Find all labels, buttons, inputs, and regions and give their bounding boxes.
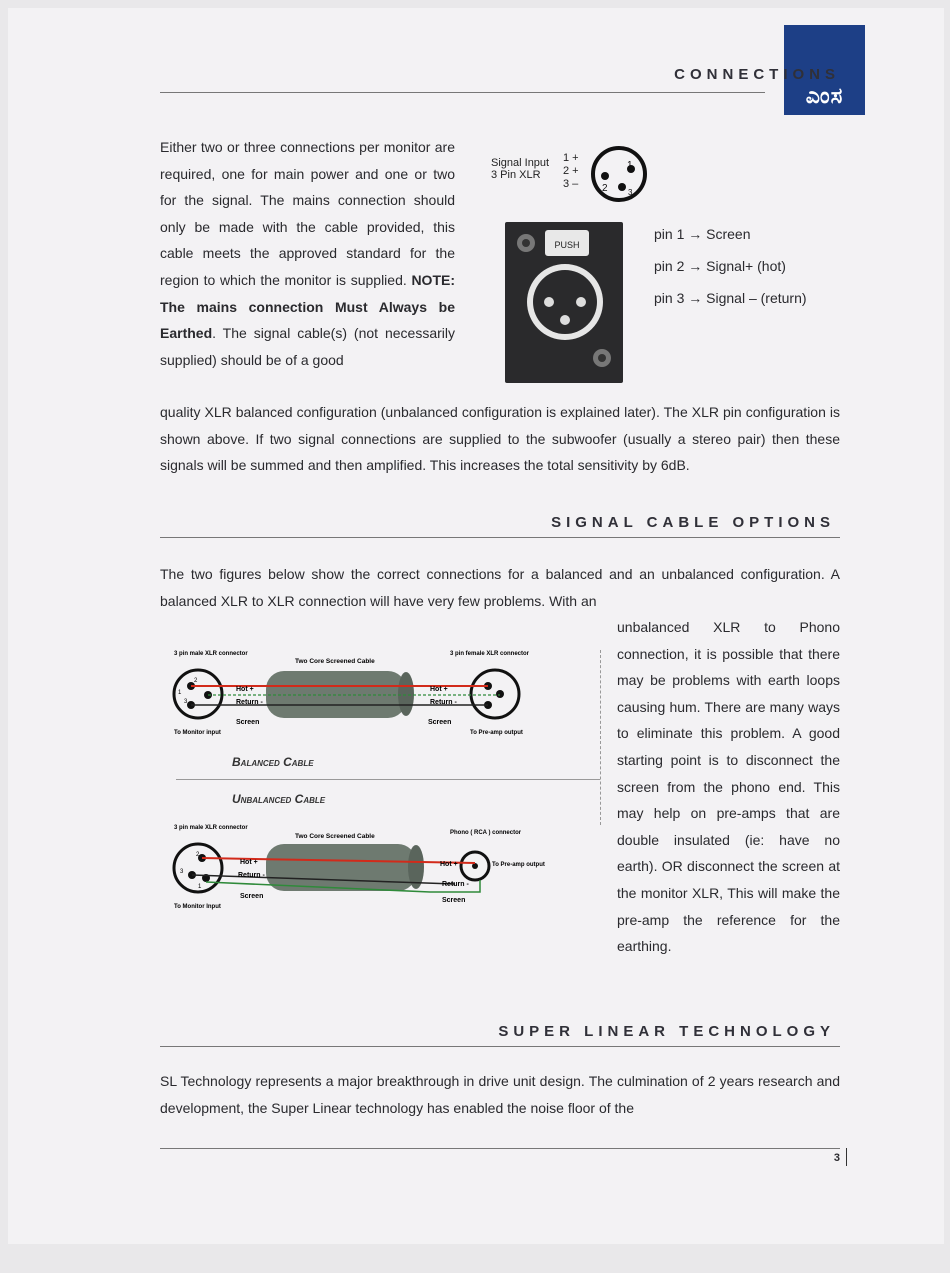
bal-screen-label: Screen — [236, 719, 260, 726]
unbalanced-caption: Unbalanced Cable — [232, 792, 326, 806]
unbal-screen-label-r: Screen — [442, 897, 466, 904]
footer-rule — [160, 1148, 840, 1149]
bal-pin-1: 1 — [178, 690, 182, 696]
unbalanced-cable-diagram — [170, 820, 550, 915]
xlr-num-3: 3 — [628, 188, 633, 197]
unbal-pin-3: 3 — [180, 869, 184, 875]
balanced-caption: Balanced Cable — [232, 755, 314, 769]
pin-1: pin 1 → Screen — [654, 226, 751, 242]
super-linear-paragraph: SL Technology represents a major breakthrough in drive unit design. The culmination of 2 years research and development, the Super Linear technology has enabled the noise floor of the — [160, 1073, 840, 1116]
bal-hot-label-r: Hot + — [430, 686, 448, 693]
divider — [160, 92, 765, 93]
unbal-hot-label-r: Hot + — [440, 861, 458, 868]
unbal-right-conn: Phono ( RCA ) connector — [450, 830, 522, 836]
pin-3: pin 3 → Signal – (return) — [654, 290, 807, 306]
xlr-num-2: 2 — [602, 183, 608, 194]
bal-return-label-r: Return - — [430, 699, 457, 706]
bal-screen-label-r: Screen — [428, 719, 452, 726]
bal-right-conn: 3 pin female XLR connector — [450, 651, 530, 657]
balanced-cable-diagram — [170, 648, 530, 748]
unbal-return-label-r: Return - — [442, 881, 469, 888]
bal-left-conn: 3 pin male XLR connector — [174, 651, 248, 657]
unbal-right-out: To Pre-amp output — [492, 862, 545, 868]
unbal-screen-label: Screen — [240, 893, 264, 900]
unbal-left-out: To Monitor Input — [174, 904, 221, 910]
signal-paragraph-top: The two figures below show the correct connections for a balanced and an unbalanced configuration. A balanced XLR to XLR connection will have very few problems. With an — [160, 566, 840, 609]
pin-2: pin 2 → Signal+ (hot) — [654, 258, 786, 274]
unbal-return-label: Return - — [238, 872, 265, 879]
divider — [176, 779, 600, 780]
unbal-pin-1: 1 — [198, 884, 202, 890]
section-title-connections: CONNECTIONS — [674, 66, 840, 83]
xlr-label: Signal Input 3 Pin XLR — [491, 157, 550, 181]
push-label: PUSH — [554, 240, 580, 250]
column-divider — [600, 650, 602, 825]
unbal-hot-label: Hot + — [240, 859, 258, 866]
xlr-num-1: 1 — [627, 160, 633, 171]
bal-cable-label: Two Core Screened Cable — [295, 658, 375, 665]
bal-pin-2: 2 — [194, 678, 198, 684]
pin-list — [654, 218, 807, 314]
section-title-signal-cable: SIGNAL CABLE OPTIONS — [551, 514, 835, 531]
footer-tick — [846, 1148, 847, 1166]
xlr-pin-signs: 1 + 2 + 3 – — [563, 152, 579, 190]
brand-logo: ಎಂಸ — [784, 25, 865, 115]
bal-pin-3: 3 — [184, 699, 188, 705]
xlr-socket-photo — [505, 222, 623, 383]
connections-paragraph-left: Either two or three connections per monitor are required, one for main power and one or two for the signal. The mains connection should only be made with the cable provided, this cable meets the approved standard for the region to which the monitor is supplied. NOTE: The mains connection Must Always be Earthed. The signal cable(s) (not necessarily supplied) should be of a good — [160, 139, 455, 368]
signal-paragraph-right: unbalanced XLR to Phono connection, it is possible that there may be problems with earth loops causing hum. There are many ways to eliminate this problem. A good starting point is to disconnect the screen from the phono end. This may help on pre-amps that are double insulated (ie: have no earth). OR disconnect the screen at the monitor XLR, This will make the pre-amp the reference for the earthing. — [617, 619, 840, 955]
unbal-pin-2: 2 — [196, 852, 200, 858]
unbal-cable-label: Two Core Screened Cable — [295, 833, 375, 840]
unbal-left-conn: 3 pin male XLR connector — [174, 825, 248, 831]
divider — [160, 1046, 840, 1047]
bal-return-label: Return - — [236, 699, 263, 706]
bal-hot-label: Hot + — [236, 686, 254, 693]
xlr-pin-icon — [590, 145, 650, 203]
section-title-super-linear: SUPER LINEAR TECHNOLOGY — [498, 1023, 835, 1040]
bal-right-out: To Pre-amp output — [470, 730, 523, 736]
bal-left-out: To Monitor input — [174, 730, 221, 736]
page-number: 3 — [833, 1152, 840, 1164]
divider — [160, 537, 840, 538]
connections-paragraph-full: quality XLR balanced configuration (unbalanced configuration is explained later). The XLR pin configuration is shown above. If two signal connections are supplied to the subwoofer (usually a stereo pair) then these signals will be summed and then amplified. This increases the total sensitivity by 6dB. — [160, 404, 840, 474]
